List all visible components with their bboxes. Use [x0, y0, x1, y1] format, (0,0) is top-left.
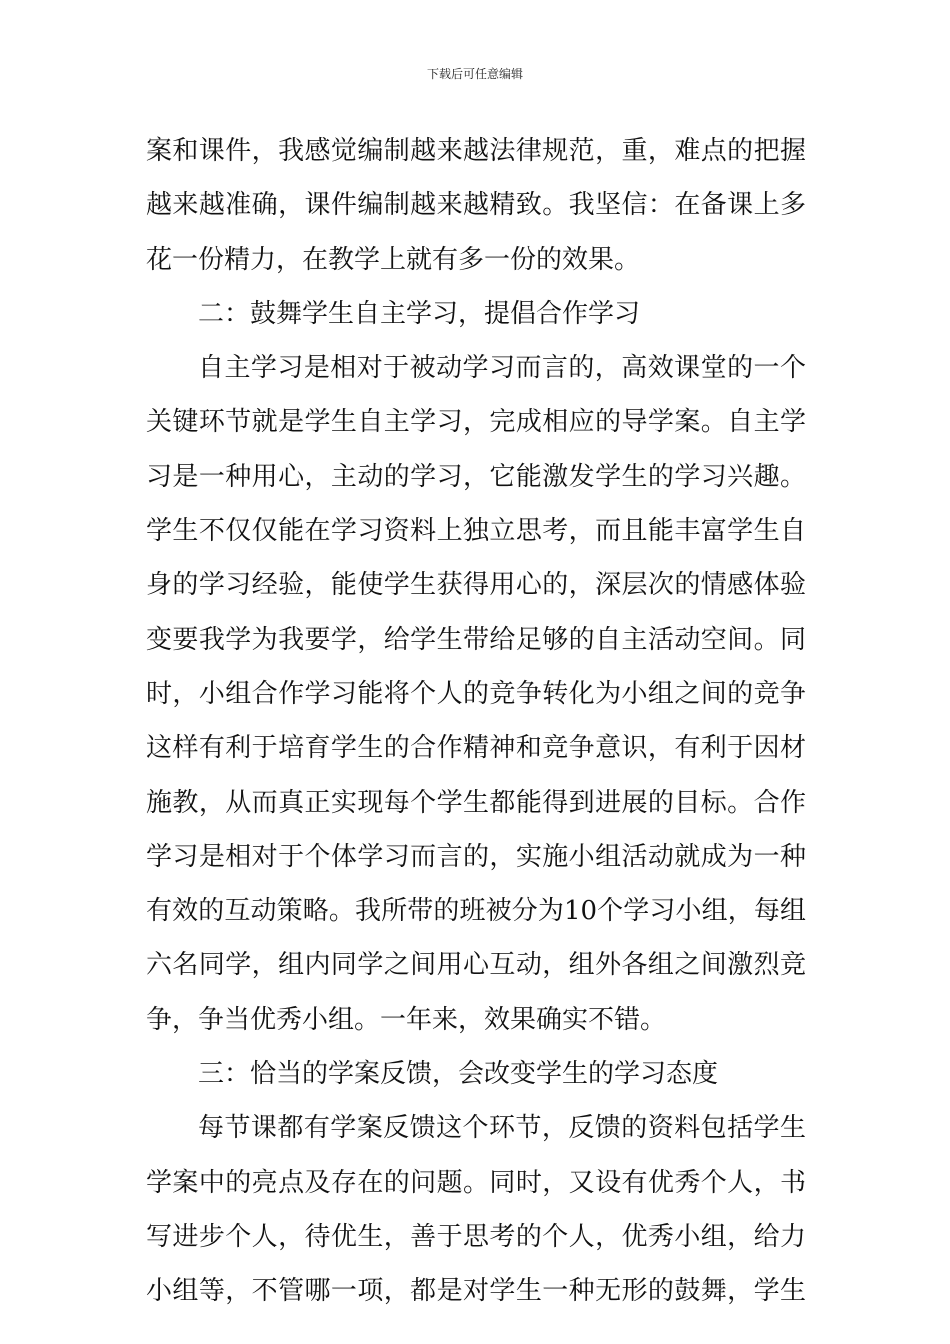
text-line: 有效的互动策略。我所带的班被分为10个学习小组，每组 [146, 896, 806, 927]
text-line: 写进步个人，待优生，善于思考的个人，优秀小组，给力 [146, 1221, 806, 1252]
text-line: 时，小组合作学习能将个人的竞争转化为小组之间的竞争 [146, 678, 806, 709]
text-line: 学案中的亮点及存在的问题。同时，又设有优秀个人，书 [146, 1167, 806, 1198]
text-line: 身的学习经验，能使学生获得用心的，深层次的情感体验 [146, 570, 806, 601]
text-line: 学生不仅仅能在学习资料上独立思考，而且能丰富学生自 [146, 516, 806, 547]
text-line: 学习是相对于个体学习而言的，实施小组活动就成为一种 [146, 841, 806, 872]
text-line: 越来越准确，课件编制越来越精致。我坚信：在备课上多 [146, 190, 806, 221]
text-line: 六名同学，组内同学之间用心互动，组外各组之间激烈竞 [146, 950, 806, 981]
text-line: 施教，从而真正实现每个学生都能得到进展的目标。合作 [146, 787, 806, 818]
text-line: 这样有利于培育学生的合作精神和竞争意识，有利于因材 [146, 733, 806, 764]
section-heading: 二：鼓舞学生自主学习，提倡合作学习 [198, 298, 641, 329]
text-line: 争，争当优秀小组。一年来，效果确实不错。 [146, 1004, 667, 1035]
text-line: 变要我学为我要学，给学生带给足够的自主活动空间。同 [146, 624, 806, 655]
text-line: 每节课都有学案反馈这个环节，反馈的资料包括学生 [198, 1113, 806, 1144]
text-line: 花一份精力，在教学上就有多一份的效果。 [146, 244, 641, 275]
text-line: 关键环节就是学生自主学习，完成相应的导学案。自主学 [146, 407, 806, 438]
section-heading: 三：恰当的学案反馈，会改变学生的学习态度 [198, 1059, 719, 1090]
text-line: 案和课件，我感觉编制越来越法律规范，重，难点的把握 [146, 136, 806, 166]
text-line: 自主学习是相对于被动学习而言的，高效课堂的一个 [198, 353, 806, 384]
text-line: 小组等，不管哪一项，都是对学生一种无形的鼓舞，学生 [146, 1276, 806, 1307]
body-text [146, 128, 806, 1323]
page-header: 下载后可任意编辑 [426, 67, 523, 81]
text-line: 习是一种用心，主动的学习，它能激发学生的学习兴趣。 [146, 461, 806, 492]
